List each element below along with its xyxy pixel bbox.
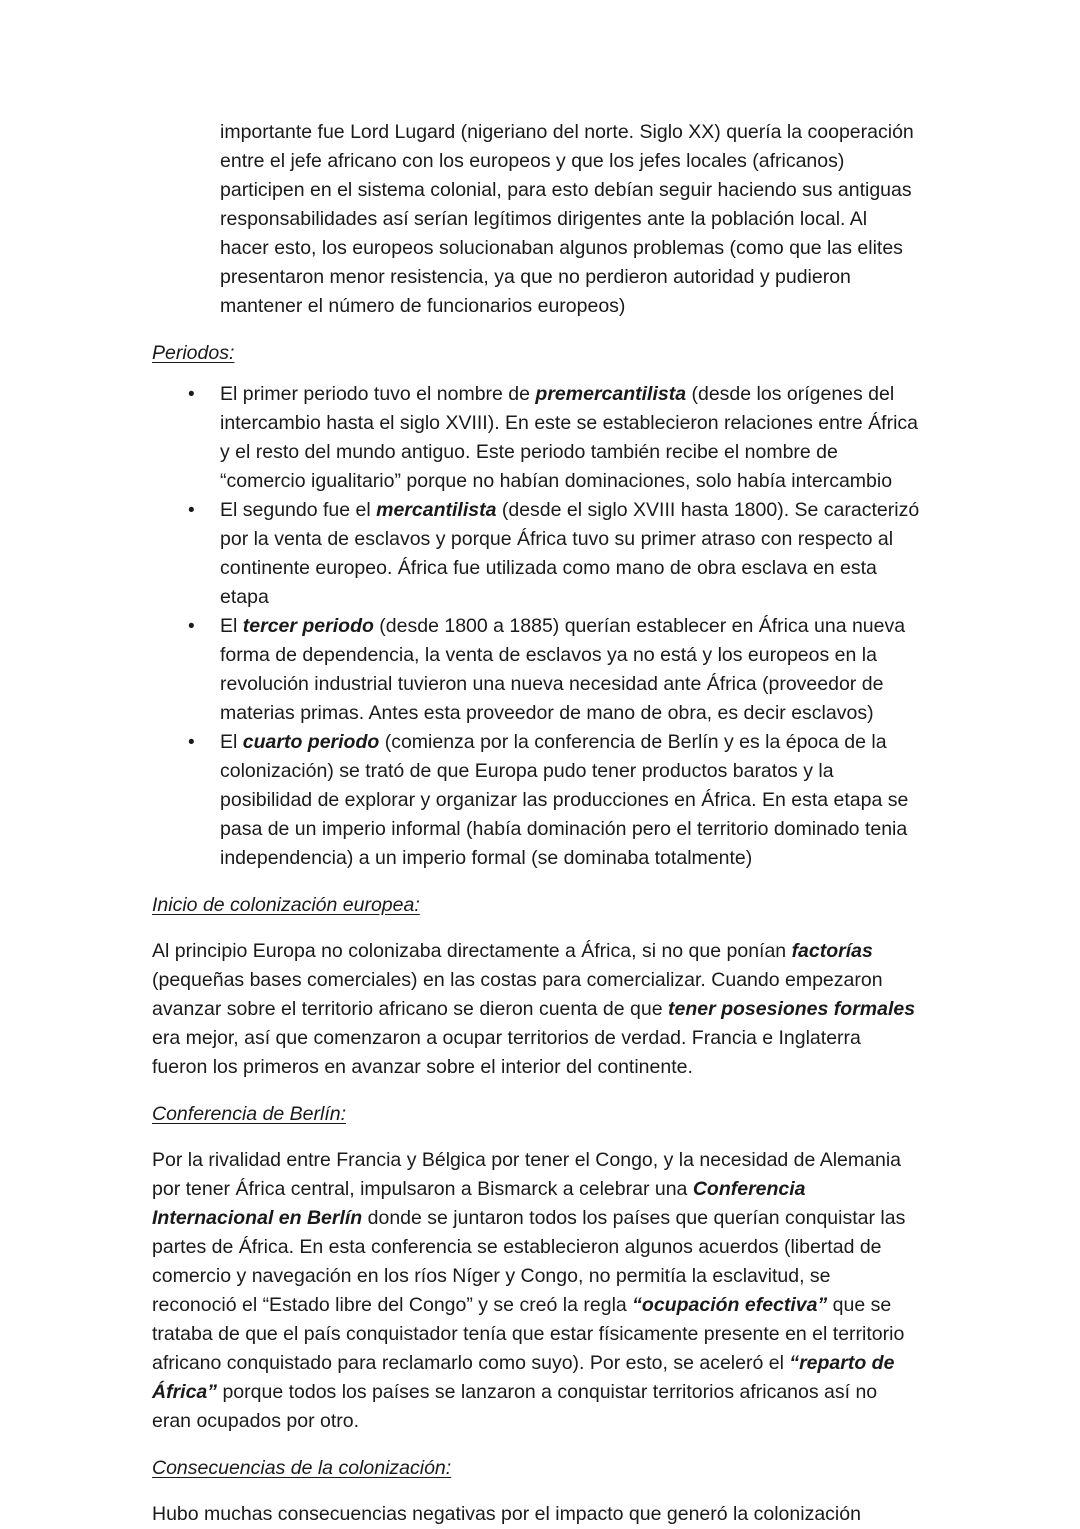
paragraph-text-part: era mejor, así que comenzaron a ocupar territorios de verdad. Francia e Inglaterra fueron los primeros en avanzar sobre el interior del continente.	[152, 1027, 861, 1078]
list-item-key-term: cuarto periodo	[242, 731, 380, 753]
section-heading-conferencia-berlin: Conferencia de Berlín:	[152, 1103, 347, 1125]
list-item	[152, 496, 920, 612]
list-item-text-post: (desde el siglo XVIII hasta 1800). Se caracterizó por la venta de esclavos y porque África tuvo su primer atraso con respecto al continente europeo. África fue utilizada como mano de obra esclava en esta etapa	[220, 499, 920, 608]
paragraph-key-term: Conferencia Internacional en Berlín	[152, 1178, 806, 1229]
list-item-key-term: premercantilista	[535, 383, 687, 405]
paragraph-text-part: donde se juntaron todos los países que querían conquistar las partes de África. En esta conferencia se establecieron algunos acuerdos (libertad de comercio y navegación en los ríos Níger y Congo, no permitía la esclavitud, se reconoció el “Estado libre del Congo” y se creó la regla	[152, 1207, 906, 1316]
section-heading-periodos: Periodos:	[152, 342, 235, 364]
paragraph-text-part: Por la rivalidad entre Francia y Bélgica por tener el Congo, y la necesidad de Alemania por tener África central, impulsaron a Bismarck a celebrar una	[152, 1149, 902, 1200]
list-item-text-pre: El	[220, 731, 243, 753]
paragraph-key-term: factorías	[791, 940, 873, 962]
list-item-key-term: tercer periodo	[242, 615, 374, 637]
document-body	[152, 118, 920, 1529]
list-item	[152, 612, 920, 728]
paragraph-key-term: “ocupación efectiva”	[632, 1294, 828, 1316]
list-item	[152, 728, 920, 873]
periodos-bullet-list	[152, 380, 920, 873]
list-item-key-term: mercantilista	[376, 499, 497, 521]
bullet-point-icon: •	[188, 500, 195, 521]
continued-paragraph: importante fue Lord Lugard (nigeriano del norte. Siglo XX) quería la cooperación entre el jefe africano con los europeos y que los jefes locales (africanos) participen en el sistema colonial, para esto debían seguir haciendo sus antiguas responsabilidades así serían legítimos dirigentes ante la población local. Al hacer esto, los europeos solucionaban algunos problemas (como que las elites presentaron menor resistencia, ya que no perdieron autoridad y pudieron mantener el número de funcionarios europeos)	[220, 121, 914, 317]
list-item-text-pre: El	[220, 615, 243, 637]
paragraph-text-part: (pequeñas bases comerciales) en las costas para comercializar. Cuando empezaron avanzar sobre el territorio africano se dieron cuenta de que	[152, 969, 883, 1020]
paragraph-inicio-colonizacion	[152, 937, 920, 1082]
paragraph-conferencia-berlin	[152, 1146, 920, 1436]
paragraph-text-part: que se trataba de que el país conquistador tenía que estar físicamente presente en el territorio africano conquistado para reclamarlo como suyo). Por esto, se aceleró el	[152, 1294, 905, 1374]
list-item-text-pre: El segundo fue el	[220, 499, 377, 521]
paragraph-key-term: tener posesiones formales	[667, 998, 916, 1020]
list-item-text-pre: El primer periodo tuvo el nombre de	[220, 383, 536, 405]
bullet-point-icon: •	[188, 732, 195, 753]
list-item-text-post: (desde los orígenes del intercambio hasta el siglo XVIII). En este se establecieron relaciones entre África y el resto del mundo antiguo. Este periodo también recibe el nombre de “comercio igualitario” porque no habían dominaciones, solo había intercambio	[220, 383, 919, 492]
paragraph-consecuencias: Hubo muchas consecuencias negativas por el impacto que generó la colonización	[152, 1503, 861, 1525]
bullet-point-icon: •	[188, 384, 195, 405]
list-item-text-post: (comienza por la conferencia de Berlín y es la época de la colonización) se trató de que Europa pudo tener productos baratos y la posibilidad de explorar y organizar las producciones en África. En esta etapa se pasa de un imperio informal (había dominación pero el territorio dominado tenia independencia) a un imperio formal (se dominaba totalmente)	[220, 731, 909, 869]
list-item	[152, 380, 920, 496]
bullet-point-icon: •	[188, 616, 195, 637]
paragraph-text-part: porque todos los países se lanzaron a conquistar territorios africanos así no eran ocupados por otro.	[152, 1381, 878, 1432]
section-heading-inicio-colonizacion: Inicio de colonización europea:	[152, 894, 420, 916]
paragraph-text-part: Al principio Europa no colonizaba directamente a África, si no que ponían	[152, 940, 792, 962]
list-item-text-post: (desde 1800 a 1885) querían establecer en África una nueva forma de dependencia, la venta de esclavos ya no está y los europeos en la revolución industrial tuvieron una nueva necesidad ante África (proveedor de materias primas. Antes esta proveedor de mano de obra, es decir esclavos)	[220, 615, 906, 724]
paragraph-key-term: “reparto de África”	[152, 1352, 895, 1403]
section-heading-consecuencias: Consecuencias de la colonización:	[152, 1457, 452, 1479]
